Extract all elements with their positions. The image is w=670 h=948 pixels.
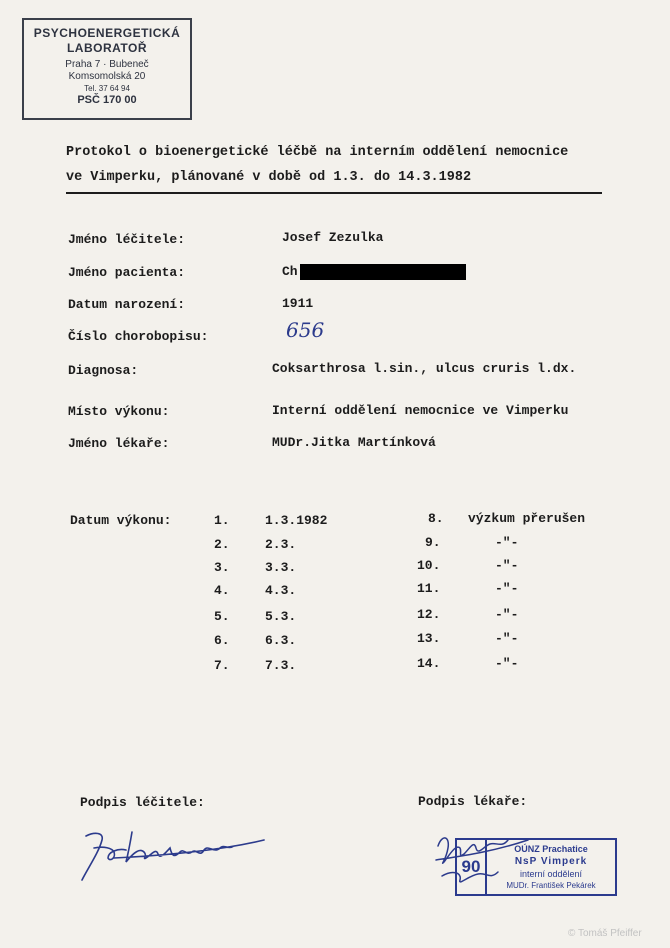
- doctor-signature: [432, 826, 542, 892]
- schedule-note: -"-: [495, 535, 519, 550]
- doctor-name-value: MUDr.Jitka Martínková: [272, 435, 436, 450]
- birth-date-label: Datum narození:: [68, 297, 186, 312]
- stamp-line: OÚNZ Prachatice: [514, 844, 588, 854]
- schedule-num: 11.: [417, 581, 441, 596]
- stamp-number: 90: [457, 840, 487, 894]
- schedule-num: 10.: [417, 558, 441, 573]
- schedule-date: 7.3.: [265, 658, 297, 673]
- stamp-line: Komsomolská 20: [68, 71, 146, 82]
- schedule-label: Datum výkonu:: [70, 513, 172, 528]
- record-number-label: Číslo chorobopisu:: [68, 329, 209, 344]
- place-label: Místo výkonu:: [68, 404, 170, 419]
- stamp-line: LABORATOŘ: [66, 41, 148, 55]
- doctor-name-label: Jméno lékaře:: [68, 436, 170, 451]
- schedule-note: -"-: [495, 581, 519, 596]
- stamp-line: interní oddělení: [519, 869, 583, 879]
- diagnosis-label: Diagnosa:: [68, 363, 139, 378]
- schedule-num: 9.: [425, 535, 441, 550]
- copyright-watermark: © Tomáš Pfeiffer: [568, 928, 642, 939]
- stamp-line: Praha 7 · Bubeneč: [65, 59, 149, 70]
- schedule-note: -"-: [495, 558, 519, 573]
- schedule-note: -"-: [495, 656, 519, 671]
- laboratory-stamp: [22, 18, 192, 120]
- schedule-num: 2.: [214, 537, 230, 552]
- stamp-line: MUDr. František Pekárek: [506, 881, 596, 890]
- schedule-note: -"-: [495, 631, 519, 646]
- title-underline: [66, 192, 602, 194]
- title-line-2: ve Vimperku, plánované v době od 1.3. do 14.3.1982: [66, 170, 472, 185]
- stamp-line: PSČ 170 00: [77, 94, 137, 106]
- patient-name-label: Jméno pacienta:: [68, 265, 186, 280]
- stamp-line: NsP Vimperk: [514, 856, 588, 867]
- schedule-date: 5.3.: [265, 609, 297, 624]
- schedule-num: 4.: [214, 583, 230, 598]
- schedule-note: -"-: [495, 607, 519, 622]
- schedule-num: 7.: [214, 658, 230, 673]
- birth-date-value: 1911: [282, 296, 314, 311]
- healer-name-label: Jméno léčitele:: [68, 232, 186, 247]
- schedule-num: 5.: [214, 609, 230, 624]
- schedule-num: 13.: [417, 631, 441, 646]
- schedule-date: 4.3.: [265, 583, 297, 598]
- schedule-num: 3.: [214, 560, 230, 575]
- healer-signature: [74, 818, 274, 888]
- doctor-signature-label: Podpis lékaře:: [418, 794, 528, 809]
- schedule-date: 3.3.: [265, 560, 297, 575]
- schedule-date: 2.3.: [265, 537, 297, 552]
- record-number-handwritten: 656: [286, 318, 325, 342]
- schedule-num: 12.: [417, 607, 441, 622]
- patient-name-value: Ch: [282, 264, 298, 279]
- healer-signature-label: Podpis léčitele:: [80, 795, 205, 810]
- schedule-date: 6.3.: [265, 633, 297, 648]
- schedule-date: 1.3.1982: [265, 513, 328, 528]
- schedule-num: 8.: [428, 511, 444, 526]
- title-line-1: Protokol o bioenergetické léčbě na interním oddělení nemocnice: [66, 145, 569, 160]
- schedule-num: 14.: [417, 656, 441, 671]
- document-title: [66, 140, 626, 190]
- schedule-num: 1.: [214, 513, 230, 528]
- schedule-num: 6.: [214, 633, 230, 648]
- redaction-bar: [300, 264, 466, 280]
- diagnosis-value: Coksarthrosa l.sin., ulcus cruris l.dx.: [272, 361, 577, 376]
- schedule-note: výzkum přerušen: [468, 511, 586, 526]
- place-value: Interní oddělení nemocnice ve Vimperku: [272, 403, 569, 418]
- healer-name-value: Josef Zezulka: [282, 230, 384, 245]
- stamp-line: PSYCHOENERGETICKÁ: [33, 26, 181, 40]
- stamp-line: Tel. 37 64 94: [84, 84, 130, 93]
